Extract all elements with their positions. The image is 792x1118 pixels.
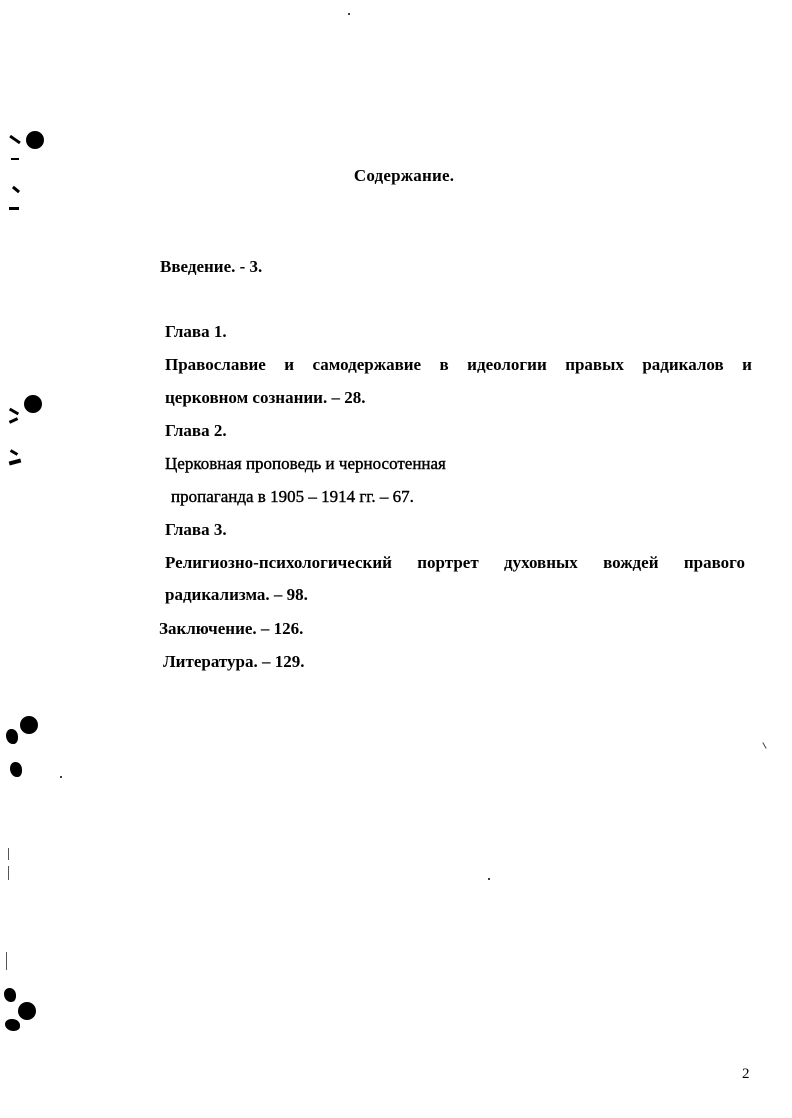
scan-mark [12,186,20,193]
chapter-3-title-line1 [165,553,745,573]
scan-mark [9,417,18,424]
scan-mark [10,762,22,777]
chapter-3-heading: Глава 3. [165,520,227,539]
chapter-1-title-line2: церковном сознании. – 28. [165,388,366,407]
chapter-2-title-line2: пропаганда в 1905 – 1914 гг. – 67. [171,487,414,506]
scan-mark [9,459,22,466]
scan-mark [5,1019,20,1031]
scan-line [8,848,9,860]
word: радикалов [642,355,724,374]
word: и [284,355,295,374]
word: и [742,355,752,374]
scan-mark [762,742,766,749]
toc-entry-conclusion: Заключение. – 126. [159,619,304,638]
chapter-1-title-line1 [165,355,752,375]
scan-speck [348,13,350,15]
word: в [439,355,449,374]
word: вождей [603,553,659,572]
toc-entry-literature: Литература. – 129. [163,652,305,671]
page-title: Содержание. [353,166,455,185]
chapter-3-title-line2: радикализма. – 98. [165,585,308,604]
page-number: 2 [742,1066,750,1082]
punch-hole-mark [24,395,42,413]
word: Православие [165,355,266,374]
word: Религиозно-психологический [165,553,392,572]
scan-speck [60,776,62,778]
scan-line [8,866,9,880]
scan-mark [9,135,21,144]
scan-mark [4,988,16,1002]
scan-mark [9,207,19,210]
toc-entry-introduction: Введение. - 3. [160,257,263,276]
scan-speck [488,878,490,880]
scan-mark [10,449,18,456]
scan-mark [6,729,18,744]
punch-hole-mark [20,716,38,734]
word: правых [565,355,624,374]
scan-mark [11,158,19,160]
word: духовных [504,553,578,572]
scan-mark [9,408,19,416]
punch-hole-mark [18,1002,36,1020]
scan-line [6,952,7,970]
chapter-1-heading: Глава 1. [165,322,227,341]
word: самодержавие [312,355,422,374]
word: правого [683,553,745,572]
word: портрет [417,553,479,572]
punch-hole-mark [26,131,44,149]
chapter-2-title-line1: Церковная проповедь и черносотенная [165,454,446,473]
word: идеологии [467,355,547,374]
chapter-2-heading: Глава 2. [165,421,227,440]
